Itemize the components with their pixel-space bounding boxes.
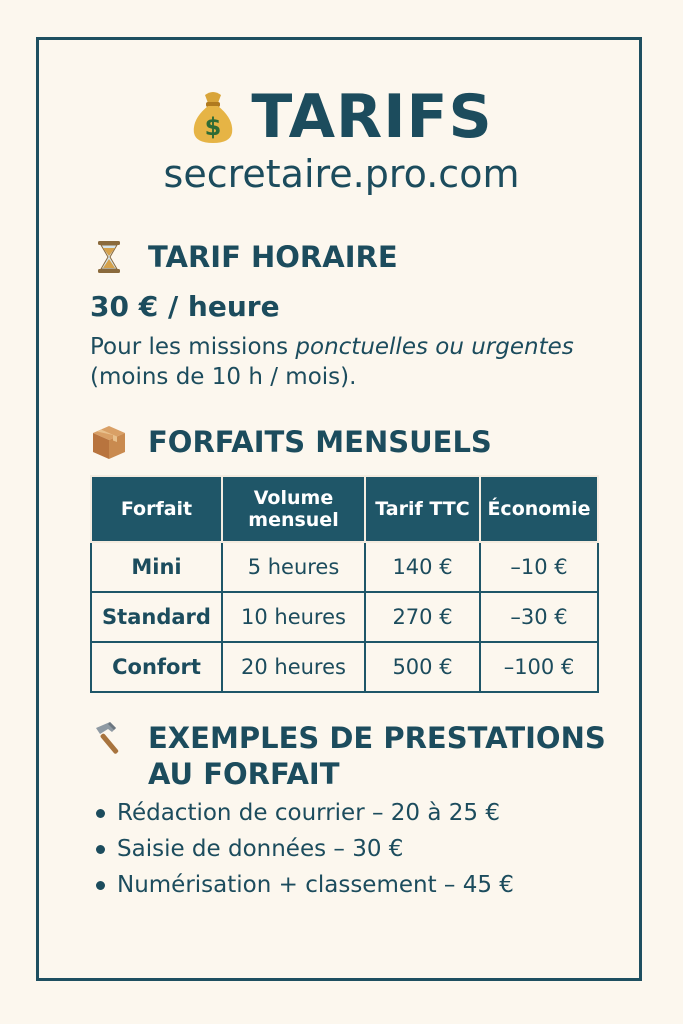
list-item: [90, 831, 514, 867]
table-cell: 5 heures: [222, 542, 365, 592]
page-title: TARIFS: [251, 82, 493, 152]
hourly-section-heading: [90, 238, 398, 276]
column-header: Tarif TTC: [365, 476, 480, 542]
bullet-icon: [96, 809, 105, 818]
examples-list: [90, 795, 514, 903]
table-cell: 140 €: [365, 542, 480, 592]
table-cell: –30 €: [480, 592, 598, 642]
table-header-row: [91, 476, 598, 542]
hourglass-icon: [90, 238, 128, 276]
table-row: [91, 592, 598, 642]
column-header: Forfait: [91, 476, 222, 542]
hourly-rate: 30 € / heure: [90, 290, 280, 323]
packages-table: [90, 475, 599, 693]
table-cell: 500 €: [365, 642, 480, 692]
table-cell: Confort: [91, 642, 222, 692]
bullet-icon: [96, 845, 105, 854]
table-cell: 20 heures: [222, 642, 365, 692]
table-cell: –10 €: [480, 542, 598, 592]
table-cell: 10 heures: [222, 592, 365, 642]
column-header: Volume mensuel: [222, 476, 365, 542]
package-icon: [90, 423, 128, 461]
packages-section-heading: [90, 423, 492, 461]
examples-heading-line2: AU FORFAIT: [148, 757, 340, 791]
website-url: secretaire.pro.com: [163, 152, 520, 196]
hourly-heading-text: TARIF HORAIRE: [148, 240, 398, 274]
list-item-text: Numérisation + classement – 45 €: [117, 872, 514, 898]
bullet-icon: [96, 881, 105, 890]
hourly-description: [90, 332, 650, 392]
table-cell: Standard: [91, 592, 222, 642]
list-item-text: Saisie de données – 30 €: [117, 836, 404, 862]
list-item: [90, 795, 514, 831]
desc-prefix: Pour les missions: [90, 334, 296, 360]
hammer-icon: [90, 720, 128, 758]
table-cell: 270 €: [365, 592, 480, 642]
examples-section-heading: [90, 720, 606, 792]
table-row: [91, 642, 598, 692]
table-row: [91, 542, 598, 592]
svg-text:$: $: [204, 113, 222, 141]
desc-emphasis: ponctuelles ou urgentes: [295, 334, 574, 360]
money-bag-icon: [190, 89, 236, 145]
table-cell: –100 €: [480, 642, 598, 692]
examples-heading-line1: EXEMPLES DE PRESTATIONS: [148, 721, 606, 755]
packages-heading-text: FORFAITS MENSUELS: [148, 425, 492, 459]
table-cell: Mini: [91, 542, 222, 592]
column-header: Économie: [480, 476, 598, 542]
list-item-text: Rédaction de courrier – 20 à 25 €: [117, 800, 500, 826]
title-row: [0, 82, 683, 152]
desc-suffix: (moins de 10 h / mois).: [90, 364, 357, 390]
list-item: [90, 867, 514, 903]
